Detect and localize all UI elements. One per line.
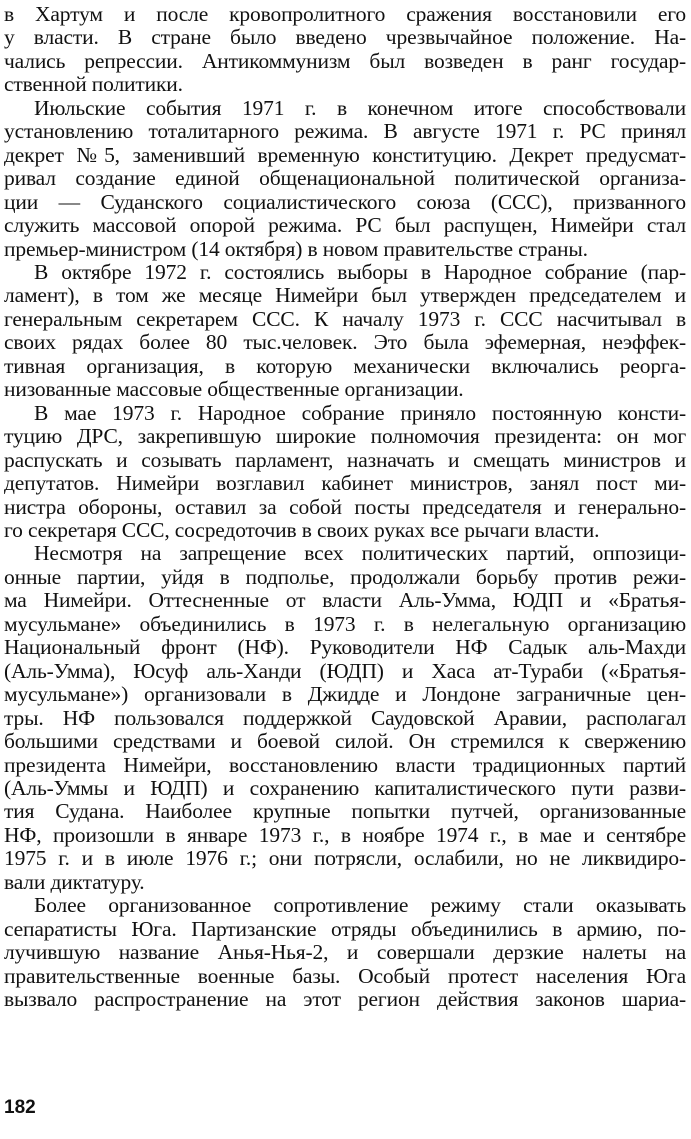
text-line: В октябре 1972 г. состоялись выборы в Народное собрание (пар-	[34, 260, 686, 284]
text-line: у власти. В стране было введено чрезвычайное положение. На-	[4, 26, 686, 50]
text-line: установлению тоталитарного режима. В августе 1971 г. РС принял	[4, 120, 686, 144]
text-line: тры. НФ пользовался поддержкой Саудовской Аравии, располагал	[4, 706, 686, 730]
text-line: ции — Суданского социалистического союза (ССС), призванного	[4, 190, 686, 214]
text-line: президента Нимейри, восстановлению власти традиционных партий	[4, 753, 686, 777]
text-line: премьер-министром (14 октября) в новом правительстве страны.	[4, 237, 588, 261]
text-line: го секретаря ССС, сосредоточив в своих руках все рычаги власти.	[4, 518, 600, 542]
page-number: 182	[4, 1097, 36, 1118]
text-line: вали диктатуру.	[4, 870, 145, 894]
text-line: служить массовой опорой режима. РС был распущен, Нимейри стал	[4, 214, 686, 238]
text-line: тивная организация, в которую механически включались реорга-	[4, 354, 686, 378]
text-line: (Аль-Умма), Юсуф аль-Ханди (ЮДП) и Хаса ат-Тураби («Братья-	[4, 659, 686, 683]
text-line: большими средствами и боевой силой. Он стремился к свержению	[4, 730, 686, 754]
text-line: 1975 г. и в июле 1976 г.; они потрясли, ослабили, но не ликвидиро-	[4, 847, 686, 871]
text-line: депутатов. Нимейри возглавил кабинет министров, занял пост ми-	[4, 472, 686, 496]
text-line: декрет №5, заменивший временную конституцию. Декрет предусмат-	[4, 143, 686, 167]
text-line: ривал создание единой общенациональной политической организа-	[4, 167, 686, 191]
text-line: своих рядах более 80 тыс.человек. Это была эфемерная, неэффек-	[4, 331, 686, 355]
text-line: правительственные военные базы. Особый протест населения Юга	[4, 964, 686, 988]
text-line: Июльские события 1971 г. в конечном итоге способствовали	[34, 96, 686, 120]
text-line: чались репрессии. Антикоммунизм был возведен в ранг государ-	[4, 49, 686, 73]
text-line: НФ, произошли в январе 1973 г., в ноябре 1974 г., в мае и сентябре	[4, 823, 686, 847]
text-line: мусульмане» объединились в 1973 г. в нелегальную организацию	[4, 612, 686, 636]
body-text	[4, 3, 686, 1011]
text-line: онные партии, уйдя в подполье, продолжали борьбу против режи-	[4, 565, 686, 589]
text-line: (Аль-Уммы и ЮДП) и сохранению капиталистического пути разви-	[4, 776, 686, 800]
text-line: в Хартум и после кровопролитного сражения восстановили его	[4, 3, 686, 26]
text-line: Более организованное сопротивление режиму стали оказывать	[34, 894, 686, 918]
text-line: ственной политики.	[4, 73, 183, 97]
text-line: низованные массовые общественные организации.	[4, 378, 464, 402]
text-line: лучившую название Анья-Нья-2, и совершали дерзкие налеты на	[4, 941, 686, 965]
text-line: генеральным секретарем ССС. К началу 1973 г. ССС насчитывал в	[4, 307, 686, 331]
text-line: Несмотря на запрещение всех политических партий, оппозици-	[34, 542, 686, 566]
text-line: распускать и созывать парламент, назначать и смещать министров и	[4, 448, 686, 472]
text-line: мусульмане») организовали в Джидде и Лондоне заграничные цен-	[4, 683, 686, 707]
text-line: вызвало распространение на этот регион действия законов шариа-	[4, 988, 686, 1012]
text-line: нистра обороны, оставил за собой посты председателя и генерально-	[4, 495, 686, 519]
text-line: ламент), в том же месяце Нимейри был утвержден председателем и	[4, 284, 686, 308]
text-line: сепаратисты Юга. Партизанские отряды объединились в армию, по-	[4, 917, 686, 941]
text-line: туцию ДРС, закрепившую широкие полномочия президента: он мог	[4, 425, 686, 449]
text-line: В мае 1973 г. Народное собрание приняло постоянную консти-	[34, 401, 686, 425]
text-line: тия Судана. Наиболее крупные попытки путчей, организованные	[4, 800, 686, 824]
text-line: Национальный фронт (НФ). Руководители НФ Садык аль-Махди	[4, 636, 686, 660]
text-line: ма Нимейри. Оттесненные от власти Аль-Умма, ЮДП и «Братья-	[4, 589, 686, 613]
